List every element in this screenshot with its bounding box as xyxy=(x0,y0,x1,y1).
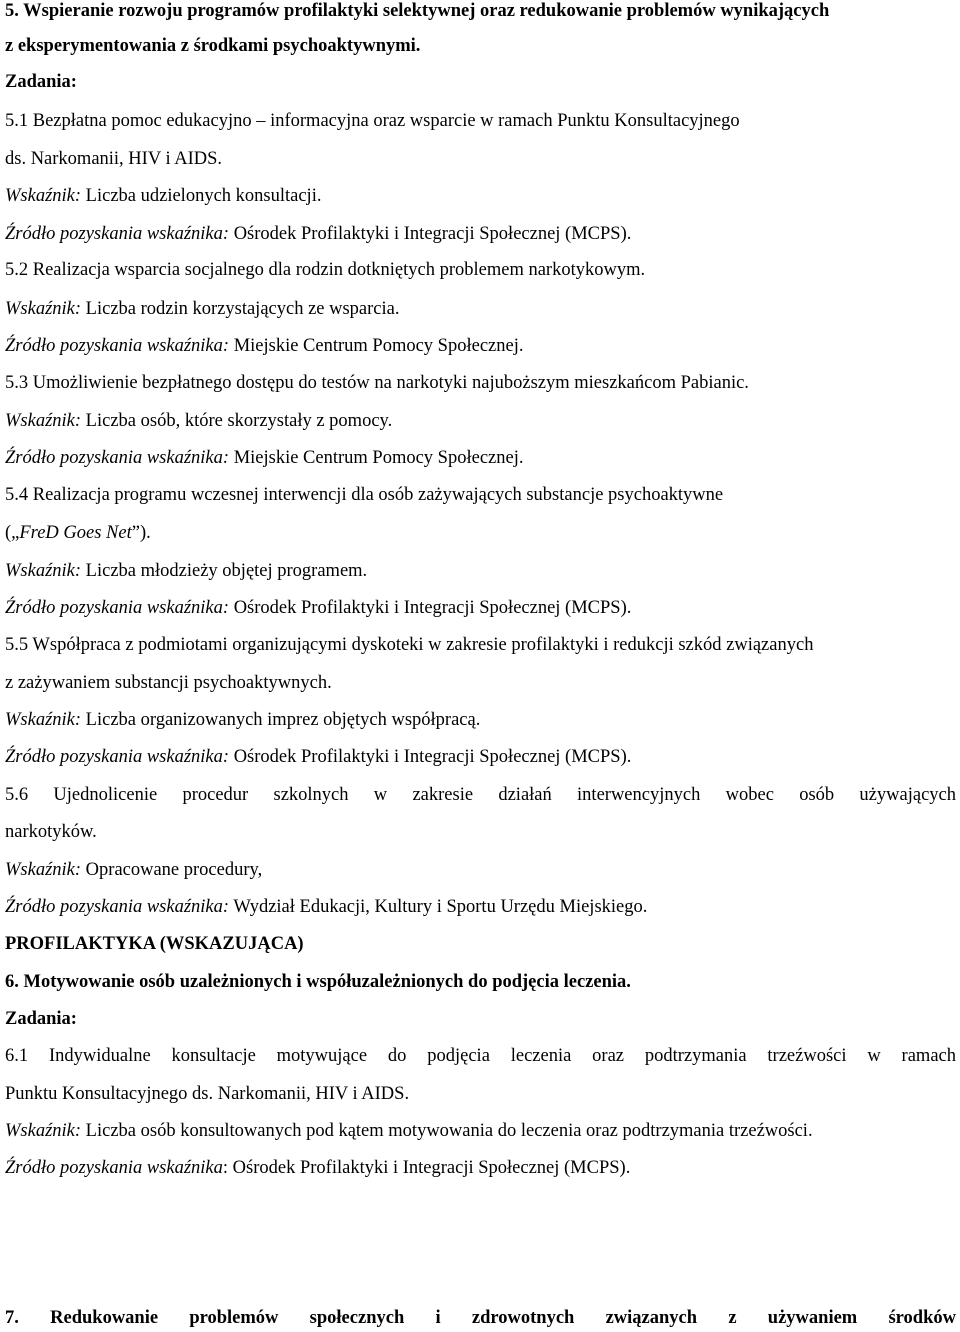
task-5-6-source xyxy=(5,896,956,918)
indicator-text: Liczba organizowanych imprez objętych współpracą. xyxy=(81,710,481,730)
task-5-2-indicator xyxy=(5,298,956,320)
task-5-3-source xyxy=(5,447,956,469)
source-label: Źródło pozyskania wskaźnika: xyxy=(5,747,230,767)
task-5-5-source xyxy=(5,746,956,768)
program-name: FreD Goes Net xyxy=(19,523,132,543)
profilaktyka-heading: PROFILAKTYKA (WSKAZUJĄCA) xyxy=(5,934,304,954)
indicator-text: Liczba rodzin korzystających ze wsparcia. xyxy=(81,299,400,319)
indicator-text: Liczba osób konsultowanych pod kątem motywowania do leczenia oraz podtrzymania trzeźwości. xyxy=(81,1121,813,1141)
quote-open: („ xyxy=(5,523,20,543)
task-6-1-indicator xyxy=(5,1120,956,1142)
source-text: Ośrodek Profilaktyki i Integracji Społecznej (MCPS). xyxy=(229,747,632,767)
task-5-4-line-1: 5.4 Realizacja programu wczesnej interwencji dla osób zażywających substancje psychoaktywne xyxy=(5,485,724,505)
indicator-text: Opracowane procedury, xyxy=(81,860,263,880)
indicator-label: Wskaźnik: xyxy=(5,710,82,730)
source-label: Źródło pozyskania wskaźnika xyxy=(5,1158,223,1178)
task-5-5-line-2: z zażywaniem substancji psychoaktywnych. xyxy=(5,673,332,693)
section-5-heading-line-1: 5. Wspieranie rozwoju programów profilaktyki selektywnej oraz redukowanie problemów wynikających xyxy=(5,1,830,21)
source-text: : Ośrodek Profilaktyki i Integracji Społecznej (MCPS). xyxy=(222,1158,631,1178)
task-6-1-line-2: Punktu Konsultacyjnego ds. Narkomanii, HIV i AIDS. xyxy=(5,1084,410,1104)
source-label: Źródło pozyskania wskaźnika: xyxy=(5,448,230,468)
source-text: Ośrodek Profilaktyki i Integracji Społecznej (MCPS). xyxy=(229,598,632,618)
task-5-4-line-2 xyxy=(5,522,956,544)
indicator-label: Wskaźnik: xyxy=(5,299,82,319)
task-5-2-line-1: 5.2 Realizacja wsparcia socjalnego dla rodzin dotkniętych problemem narkotykowym. xyxy=(5,260,646,280)
source-label: Źródło pozyskania wskaźnika: xyxy=(5,598,230,618)
task-5-1-source xyxy=(5,223,956,245)
source-text: Miejskie Centrum Pomocy Społecznej. xyxy=(229,336,524,356)
quote-close: ”). xyxy=(131,523,151,543)
source-text: Wydział Edukacji, Kultury i Sportu Urzędu Miejskiego. xyxy=(229,897,648,917)
source-label: Źródło pozyskania wskaźnika: xyxy=(5,897,230,917)
source-text: Miejskie Centrum Pomocy Społecznej. xyxy=(229,448,524,468)
task-5-1-line-2: ds. Narkomanii, HIV i AIDS. xyxy=(5,149,223,169)
task-5-2-source xyxy=(5,335,956,357)
indicator-label: Wskaźnik: xyxy=(5,186,82,206)
tasks-label: Zadania: xyxy=(5,72,77,92)
section-6-heading: 6. Motywowanie osób uzależnionych i współuzależnionych do podjęcia leczenia. xyxy=(5,972,631,992)
task-5-6-indicator xyxy=(5,859,956,881)
task-5-1-indicator xyxy=(5,185,956,207)
task-6-1-source xyxy=(5,1157,956,1179)
tasks-label-6: Zadania: xyxy=(5,1009,77,1029)
task-5-6-line-1: 5.6 Ujednolicenie procedur szkolnych w zakresie działań interwencyjnych wobec osób używających xyxy=(5,785,956,805)
indicator-label: Wskaźnik: xyxy=(5,860,82,880)
source-label: Źródło pozyskania wskaźnika: xyxy=(5,336,230,356)
task-6-1-line-1: 6.1 Indywidualne konsultacje motywujące do podjęcia leczenia oraz podtrzymania trzeźwości w ramach xyxy=(5,1046,956,1066)
indicator-label: Wskaźnik: xyxy=(5,561,82,581)
section-5-heading-line-2: z eksperymentowania z środkami psychoaktywnymi. xyxy=(5,36,421,56)
task-5-4-source xyxy=(5,597,956,619)
indicator-label: Wskaźnik: xyxy=(5,411,82,431)
indicator-text: Liczba osób, które skorzystały z pomocy. xyxy=(81,411,393,431)
indicator-label: Wskaźnik: xyxy=(5,1121,82,1141)
task-5-3-indicator xyxy=(5,410,956,432)
task-5-5-line-1: 5.5 Współpraca z podmiotami organizującymi dyskoteki w zakresie profilaktyki i redukcji szkód związanych xyxy=(5,635,814,655)
task-5-4-indicator xyxy=(5,560,956,582)
task-5-6-line-2: narkotyków. xyxy=(5,822,97,842)
source-label: Źródło pozyskania wskaźnika: xyxy=(5,224,230,244)
source-text: Ośrodek Profilaktyki i Integracji Społecznej (MCPS). xyxy=(229,224,632,244)
task-5-5-indicator xyxy=(5,709,956,731)
task-5-3-line-1: 5.3 Umożliwienie bezpłatnego dostępu do testów na narkotyki najuboższym mieszkańcom Pabianic. xyxy=(5,373,749,393)
indicator-text: Liczba młodzieży objętej programem. xyxy=(81,561,368,581)
task-5-1-line-1: 5.1 Bezpłatna pomoc edukacyjno – informacyjna oraz wsparcie w ramach Punktu Konsultacyjnego xyxy=(5,111,740,131)
indicator-text: Liczba udzielonych konsultacji. xyxy=(81,186,322,206)
section-7-heading: 7. Redukowanie problemów społecznych i zdrowotnych związanych z używaniem środków xyxy=(5,1308,956,1328)
